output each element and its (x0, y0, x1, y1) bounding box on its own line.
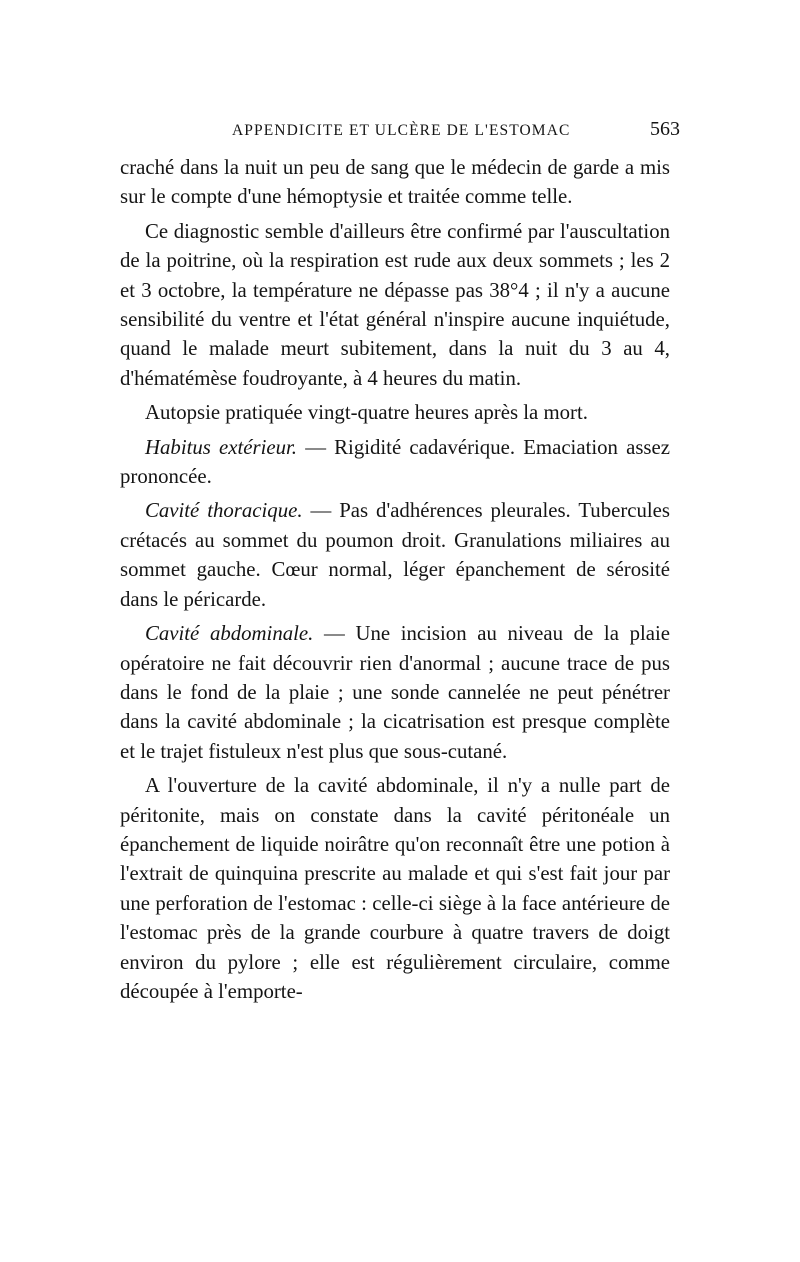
paragraph-text: — Rigidité cadavérique. Emaciation assez prononcée. (120, 435, 670, 489)
paragraph-thoracic (120, 496, 670, 614)
paragraph-text: craché dans la nuit un peu de sang que le médecin de garde a mis sur le compte d'une hémoptysie et traitée comme telle. (120, 156, 670, 209)
body-text (120, 153, 670, 1011)
running-title: APPENDICITE ET ULCÈRE DE L'ESTOMAC (232, 122, 571, 139)
paragraph-diagnosis (120, 217, 670, 393)
section-lead: Habitus extérieur. (145, 435, 298, 459)
paragraph-autopsy (120, 398, 670, 427)
section-lead: Cavité thoracique. (145, 499, 303, 523)
paragraph-text: Autopsie pratiquée vingt-quatre heures après la mort. (145, 401, 588, 425)
paragraph-text: — Une incision au niveau de la plaie opératoire ne fait découvrir rien d'anormal ; aucune trace de pus dans le fond de la plaie ; une sonde cannelée ne peut pénétrer dans la cavité abdominale ; la cicatrisation est presque complète et le trajet fistuleux n'est plus que sous-cutané. (120, 622, 670, 763)
page-number: 563 (650, 118, 680, 140)
paragraph-continuation (120, 153, 670, 212)
paragraph-opening (120, 771, 670, 1006)
paragraph-habitus (120, 433, 670, 492)
paragraph-text: — Pas d'adhérences pleurales. Tubercules crétacés au sommet du poumon droit. Granulations miliaires au sommet gauche. Cœur normal, léger épanchement de sérosité dans le péricarde. (120, 499, 670, 611)
section-lead: Cavité abdominale. (145, 622, 314, 646)
paragraph-abdominal (120, 619, 670, 766)
paragraph-text: A l'ouverture de la cavité abdominale, il n'y a nulle part de péritonite, mais on constate dans la cavité péritonéale un épanchement de liquide noirâtre qu'on reconnaît être une potion à l'extrait de quinquina prescrite au malade et qui s'est fait jour par une perforation de l'estomac : celle-ci siège à la face antérieure de l'estomac près de la grande courbure à quatre travers de doigt environ du pylore ; elle est régulièrement circulaire, comme découpée à l'emporte- (120, 774, 670, 1003)
running-head (120, 118, 680, 148)
paragraph-text: Ce diagnostic semble d'ailleurs être confirmé par l'auscultation de la poitrine, où la respiration est rude aux deux sommets ; les 2 et 3 octobre, la température ne dépasse pas 38°4 ; il n'y a aucune sensibilité du ventre et l'état général n'inspire aucune inquiétude, quand le malade meurt subitement, dans la nuit du 3 au 4, d'hématémèse foudroyante, à 4 heures du matin. (120, 219, 670, 390)
